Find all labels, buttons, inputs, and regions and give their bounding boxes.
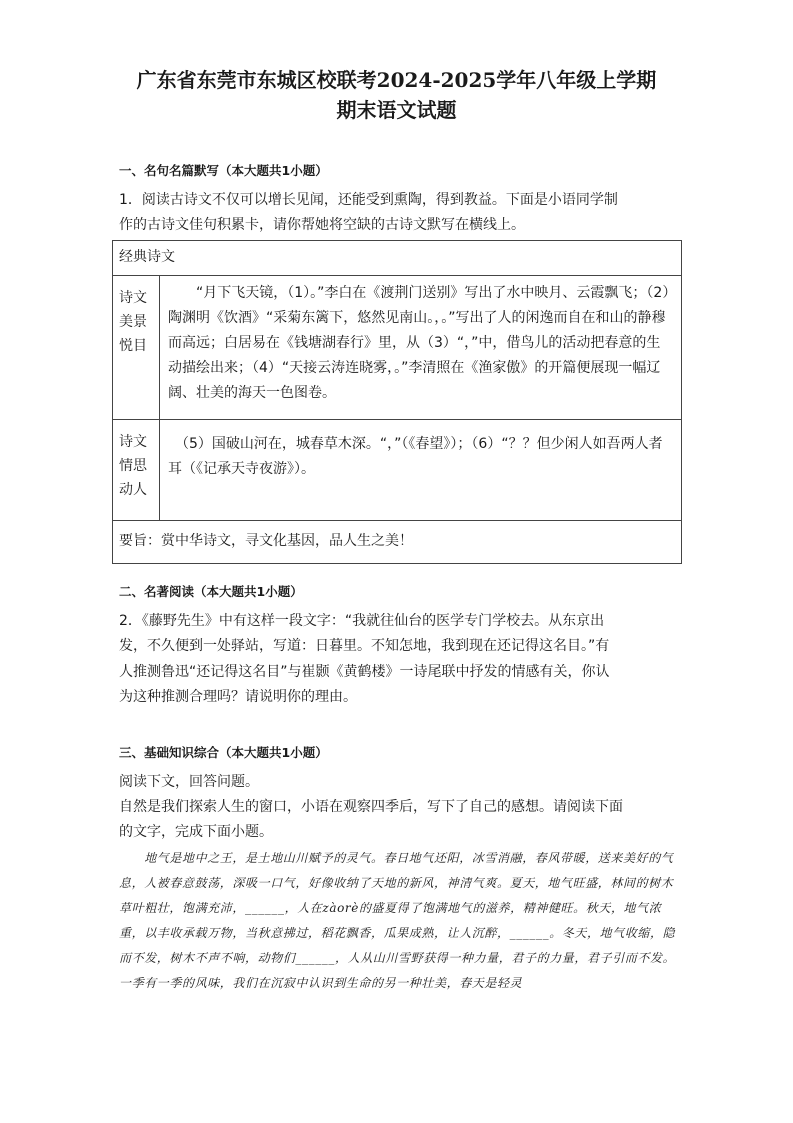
question-1-line-1: 1．阅读古诗文不仅可以增长见闻，还能受到熏陶，得到教益。下面是小语同学制 <box>119 192 618 208</box>
card-footer: 要旨：赏中华诗文，寻文化基因，品人生之美！ <box>113 521 682 564</box>
row2-content <box>160 420 682 521</box>
row1-content <box>160 276 682 420</box>
section-1-heading: 一、名句名篇默写（本大题共1小题） <box>119 163 328 178</box>
question-1-line-2: 作的古诗文佳句积累卡，请你帮她将空缺的古诗文默写在横线上。 <box>119 217 525 233</box>
row2-label: 诗文情思动人 <box>113 420 160 521</box>
section-3-instruction-line-1: 自然是我们探索人生的窗口，小语在观察四季后，写下了自己的感想。请阅读下面 <box>119 799 623 815</box>
section-3-intro: 阅读下文，回答问题。 <box>119 774 259 790</box>
section-3-heading: 三、基础知识综合（本大题共1小题） <box>119 745 328 760</box>
card-header: 经典诗文 <box>113 241 682 276</box>
question-2-line-2: 发，不久便到一处驿站，写道：日暮里。不知怎地，我到现在还记得这名目。”有 <box>119 638 610 654</box>
section-2-heading: 二、名著阅读（本大题共1小题） <box>119 584 303 599</box>
row1-text: “月下飞天镜，（1）。”李白在《渡荆门送别》写出了水中映月、云霞飘飞；（2）陶渊明《饮酒》“采菊东篱下，悠然见南山。，。”写出了人的闲逸而自在和山的静穆而高远；白居易在《钱塘湖春行》里，从（3）“，”中，借鸟儿的活动把春意的生动描绘出来；（4）“天接云涛连晓雾，。”李清照在《渔家傲》的开篇便展现一幅辽阔、壮美的海天一色图卷。 <box>168 285 670 401</box>
row1-label: 诗文美景悦目 <box>113 276 160 420</box>
section-3-instruction-line-2: 的文字，完成下面小题。 <box>119 824 273 840</box>
poetry-card-table <box>112 240 682 564</box>
exam-title-line-1: 广东省东莞市东城区校联考2024-2025学年八年级上学期 <box>136 68 657 92</box>
row2-text: （5）国破山河在，城春草木深。“，”（《春望》）；（6）“？？但少闲人如吾两人者耳（《记承天寺夜游》）。 <box>168 436 663 477</box>
question-2-line-4: 为这种推测合理吗？请说明你的理由。 <box>119 689 357 705</box>
reading-passage: 地气是地中之王，是土地山川赋予的灵气。春日地气还阳，冰雪消融，春风带暖，送来美好的气息，人被春意鼓荡，深吸一口气，好像收纳了天地的新风，神清气爽。夏天，地气旺盛，林间的树木草叶粗壮，饱满充沛，______，人在zàorè的盛夏得了饱满地气的滋养，精神健旺。秋天，地气浓重，以丰收承载万物，当秋意拂过，稻花飘香，瓜果成熟，让人沉醉，______。冬天，地气收缩，隐而不发，树木不声不响，动物们______，人从山川雪野获得一种力量，君子的力量，君子引而不发。一季有一季的风味，我们在沉寂中认识到生命的另一种壮美，春天是轻灵 <box>119 851 676 990</box>
exam-title-line-2: 期末语文试题 <box>336 98 457 122</box>
question-2-line-3: 人推测鲁迅“还记得这名目”与崔颢《黄鹤楼》一诗尾联中抒发的情感有关，你认 <box>119 664 610 680</box>
question-2-line-1: 2．《藤野先生》中有这样一段文字：“我就往仙台的医学专门学校去。从东京出 <box>119 613 605 629</box>
